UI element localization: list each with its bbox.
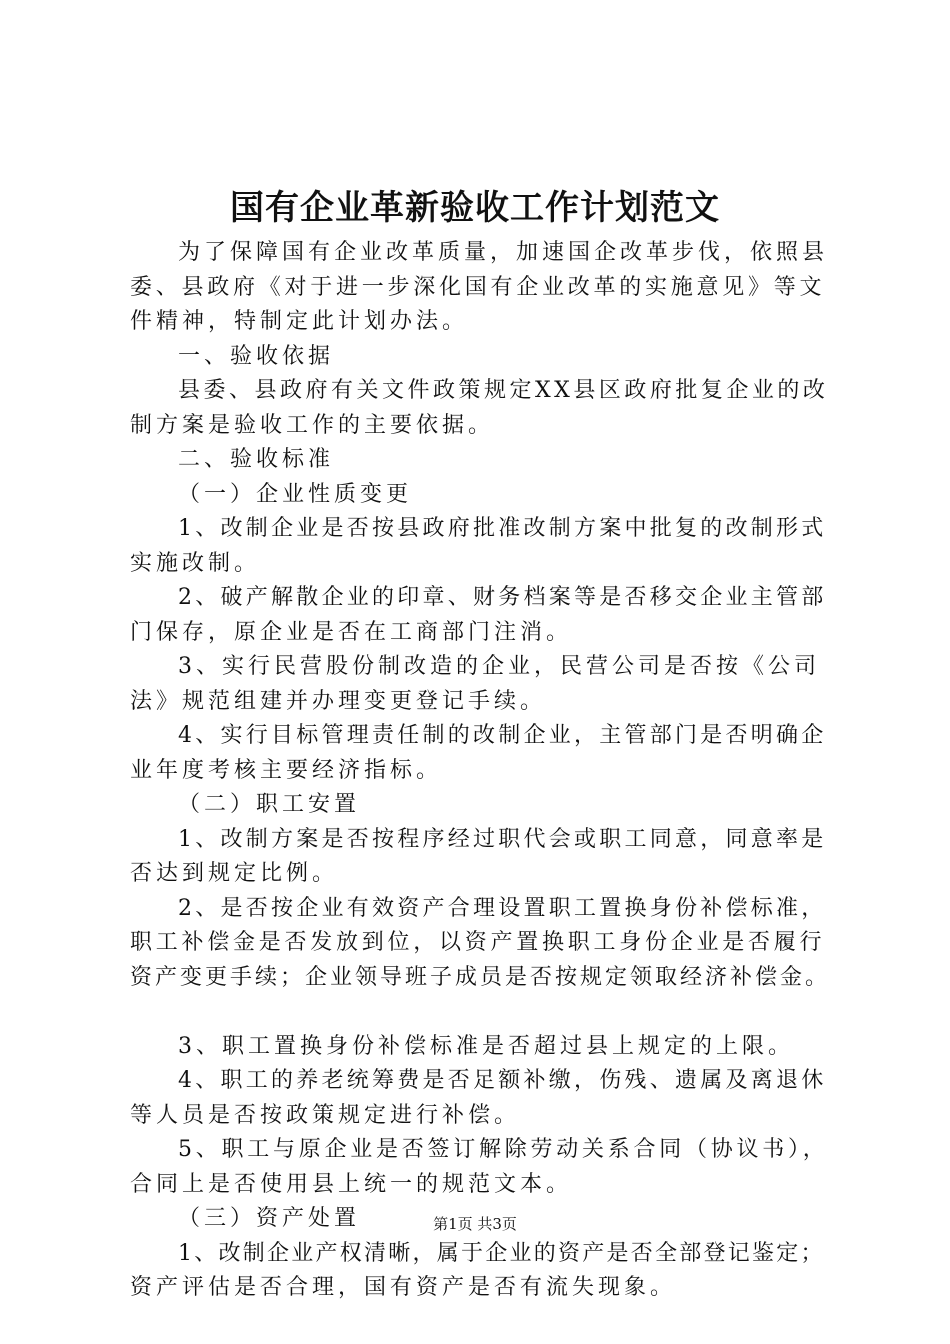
section-heading: 二、验收标准: [178, 447, 335, 472]
paragraph-line: 2、破产解散企业的印章、财务档案等是否移交企业主管部: [178, 585, 827, 610]
paragraph-line: 否达到规定比例。: [130, 861, 339, 886]
paragraph-line: 合同上是否使用县上统一的规范文本。: [130, 1171, 573, 1197]
paragraph-line: 4、实行目标管理责任制的改制企业，主管部门是否明确企: [178, 723, 827, 748]
paragraph-line: 县委、县政府有关文件政策规定XX县区政府批复企业的改: [178, 378, 829, 403]
page-number-footer: 第1页 共3页: [433, 1215, 517, 1233]
paragraph-line: 2、是否按企业有效资产合理设置职工置换身份补偿标准，: [178, 895, 827, 921]
paragraph-line: 等人员是否按政策规定进行补偿。: [130, 1102, 521, 1128]
paragraph-line: 为了保障国有企业改革质量，加速国企改革步伐，依照县: [178, 240, 829, 265]
paragraph-line: 职工补偿金是否发放到位，以资产置换职工身份企业是否履行: [130, 930, 826, 955]
paragraph-line: 法》规范组建并办理变更登记手续。: [130, 688, 547, 714]
subsection-heading: （一）企业性质变更: [178, 481, 413, 507]
paragraph-line: 资产评估是否合理，国有资产是否有流失现象。: [130, 1275, 677, 1300]
paragraph-line: 3、实行民营股份制改造的企业，民营公司是否按《公司: [178, 654, 820, 679]
paragraph-line: 资产变更手续；企业领导班子成员是否按规定领取经济补偿金。: [130, 964, 831, 990]
paragraph-line: 5、职工与原企业是否签订解除劳动关系合同（协议书），: [178, 1137, 829, 1162]
paragraph-line: 4、职工的养老统筹费是否足额补缴，伤残、遗属及离退休: [178, 1068, 827, 1093]
document-body: [130, 236, 830, 1306]
paragraph-line: 委、县政府《对于进一步深化国有企业改革的实施意见》等文: [130, 274, 826, 300]
paragraph-line: 业年度考核主要经济指标。: [130, 757, 443, 783]
subsection-heading: （二）职工安置: [178, 792, 361, 817]
paragraph-line: 1、改制企业是否按县政府批准改制方案中批复的改制形式: [178, 516, 827, 541]
document-title: 国有企业革新验收工作计划范文: [230, 188, 720, 228]
section-heading: 一、验收依据: [178, 343, 335, 369]
paragraph-line: 制方案是验收工作的主要依据。: [130, 412, 495, 438]
paragraph-line: 1、改制方案是否按程序经过职代会或职工同意，同意率是: [178, 826, 827, 852]
subsection-heading: （三）资产处置: [178, 1206, 361, 1231]
blank-line: [130, 995, 830, 1030]
paragraph-line: 1、改制企业产权清晰，属于企业的资产是否全部登记鉴定；: [178, 1240, 825, 1266]
paragraph-line: 实施改制。: [130, 550, 261, 576]
paragraph-line: 门保存，原企业是否在工商部门注消。: [130, 619, 573, 645]
paragraph-line: 3、职工置换身份补偿标准是否超过县上规定的上限。: [178, 1033, 794, 1059]
paragraph-line: 件精神，特制定此计划办法。: [130, 309, 469, 334]
